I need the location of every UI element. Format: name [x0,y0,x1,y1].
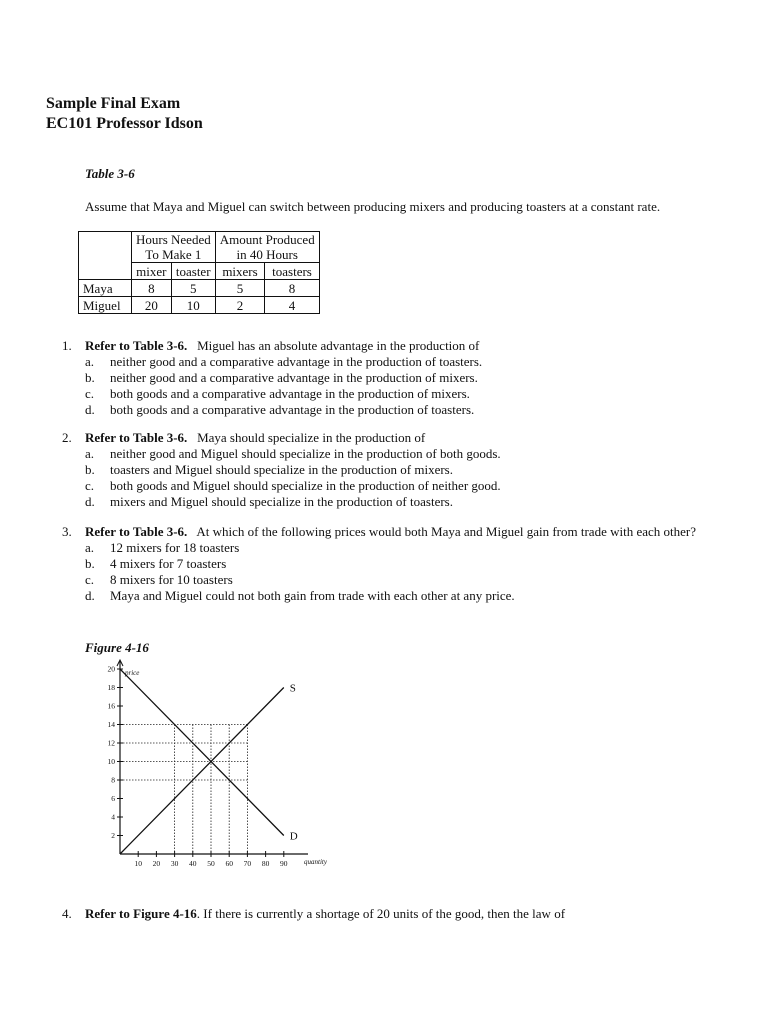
y-axis-label: price [125,669,140,677]
question-text: Maya should specialize in the production of [197,430,426,445]
table-cell: 8 [265,280,319,297]
option-letter: c. [85,478,95,493]
hours-needed-line2: To Make 1 [145,247,202,262]
option-text: neither good and a comparative advantage in the production of toasters. [110,354,483,369]
supply-curve [120,688,284,855]
option-text: Maya and Miguel could not both gain from trade with each other at any price. [110,588,515,603]
question-stem [85,906,722,922]
table-cell: 10 [171,297,215,314]
table-cell: 20 [132,297,172,314]
x-tick-label: 50 [207,859,215,868]
question-reference: Refer to Figure 4-16 [85,906,197,921]
table-row [79,297,320,314]
y-tick-label: 20 [107,664,115,674]
option-letter: b. [85,370,95,385]
option-text: neither good and Miguel should specialize in the production of both goods. [110,446,501,461]
table-row [79,280,320,297]
x-tick-label: 40 [189,859,197,868]
table-intro: Assume that Maya and Miguel can switch between producing mixers and producing toasters at a constant rate. [85,199,661,214]
table-cell: 2 [215,297,265,314]
table-cell: 8 [132,280,172,297]
demand-curve [120,669,284,836]
option-letter: b. [85,462,95,477]
question-1 [62,338,722,418]
question-number: 3. [62,524,72,539]
x-tick-label: 30 [170,859,179,868]
hours-needed-header [132,232,216,263]
chart-layer [108,660,328,868]
answer-option[interactable] [85,556,722,572]
answer-option[interactable] [85,540,722,556]
supply-label: S [289,682,296,695]
course-title: EC101 Professor Idson [46,115,203,132]
option-text: mixers and Miguel should specialize in the production of toasters. [110,494,453,509]
answer-option[interactable] [85,354,722,370]
supply-demand-chart [96,654,356,876]
y-tick-label: 4 [111,812,115,822]
x-tick-label: 90 [280,859,288,868]
figure-caption: Figure 4-16 [85,640,149,655]
option-letter: d. [85,402,95,417]
table-cell: 4 [265,297,319,314]
row-label: Maya [79,280,132,297]
table-cell: 5 [171,280,215,297]
question-stem [85,524,722,540]
option-text: both goods and a comparative advantage in the production of mixers. [110,386,470,401]
hours-needed-line1: Hours Needed [136,232,211,247]
demand-label: D [289,830,298,843]
row-label: Miguel [79,297,132,314]
option-letter: a. [85,540,95,555]
x-tick-label: 80 [261,859,270,868]
answer-option[interactable] [85,370,722,386]
question-text: At which of the following prices would both Maya and Miguel gain from trade with each other? [196,524,697,539]
option-letter: d. [85,494,95,509]
exam-header [46,94,203,134]
y-tick-label: 14 [107,720,115,729]
x-tick-label: 20 [152,859,161,868]
option-letter: b. [85,556,95,571]
answer-options [85,354,722,418]
answer-option[interactable] [85,588,722,604]
option-text: 12 mixers for 18 toasters [110,540,240,555]
question-reference: Refer to Table 3-6. [85,430,188,445]
x-axis-label: quantity [304,858,327,866]
question-stem [85,338,722,354]
y-tick-label: 2 [111,831,115,840]
y-tick-label: 18 [107,683,115,692]
amount-produced-header [215,232,319,263]
y-tick-label: 8 [111,775,115,785]
option-text: 8 mixers for 10 toasters [110,572,233,587]
subheader-cell: toasters [265,263,319,280]
option-letter: a. [85,446,95,461]
table-header-row [79,232,320,263]
y-tick-label: 10 [107,757,115,766]
option-letter: d. [85,588,95,603]
question-number: 2. [62,430,72,445]
option-text: both goods and a comparative advantage in the production of toasters. [110,402,475,417]
question-number: 4. [62,906,72,921]
answer-option[interactable] [85,478,722,494]
option-letter: a. [85,354,95,369]
question-text: Miguel has an absolute advantage in the production of [197,338,480,353]
answer-option[interactable] [85,402,722,418]
question-number: 1. [62,338,72,353]
question-3 [62,524,722,604]
table-caption: Table 3-6 [85,166,135,181]
question-reference: Refer to Table 3-6. [85,524,188,539]
question-text: . If there is currently a shortage of 20 units of the good, then the law of [196,906,566,921]
amount-produced-line1: Amount Produced [219,232,315,247]
answer-option[interactable] [85,494,722,510]
question-4 [62,906,722,922]
y-tick-label: 16 [107,701,115,711]
y-tick-label: 6 [111,794,115,803]
exam-title: Sample Final Exam [46,95,181,112]
subheader-cell: mixers [215,263,265,280]
option-letter: c. [85,386,95,401]
x-tick-label: 10 [134,859,142,868]
answer-options [85,540,722,604]
option-text: toasters and Miguel should specialize in the production of mixers. [110,462,453,477]
question-stem [85,430,722,446]
question-2 [62,430,722,510]
production-table [78,231,320,314]
option-text: neither good and a comparative advantage in the production of mixers. [110,370,478,385]
subheader-cell: toaster [171,263,215,280]
answer-option[interactable] [85,462,722,478]
amount-produced-line2: in 40 Hours [236,247,298,262]
x-tick-label: 70 [243,859,252,868]
option-letter: c. [85,572,95,587]
empty-corner-cell [79,232,132,280]
x-tick-label: 60 [225,859,233,868]
answer-options [85,446,722,510]
answer-option[interactable] [85,386,722,402]
question-reference: Refer to Table 3-6. [85,338,188,353]
y-tick-label: 12 [107,738,115,748]
subheader-cell: mixer [132,263,172,280]
answer-option[interactable] [85,446,722,462]
answer-option[interactable] [85,572,722,588]
option-text: both goods and Miguel should specialize in the production of neither good. [110,478,501,493]
table-cell: 5 [215,280,265,297]
option-text: 4 mixers for 7 toasters [110,556,227,571]
